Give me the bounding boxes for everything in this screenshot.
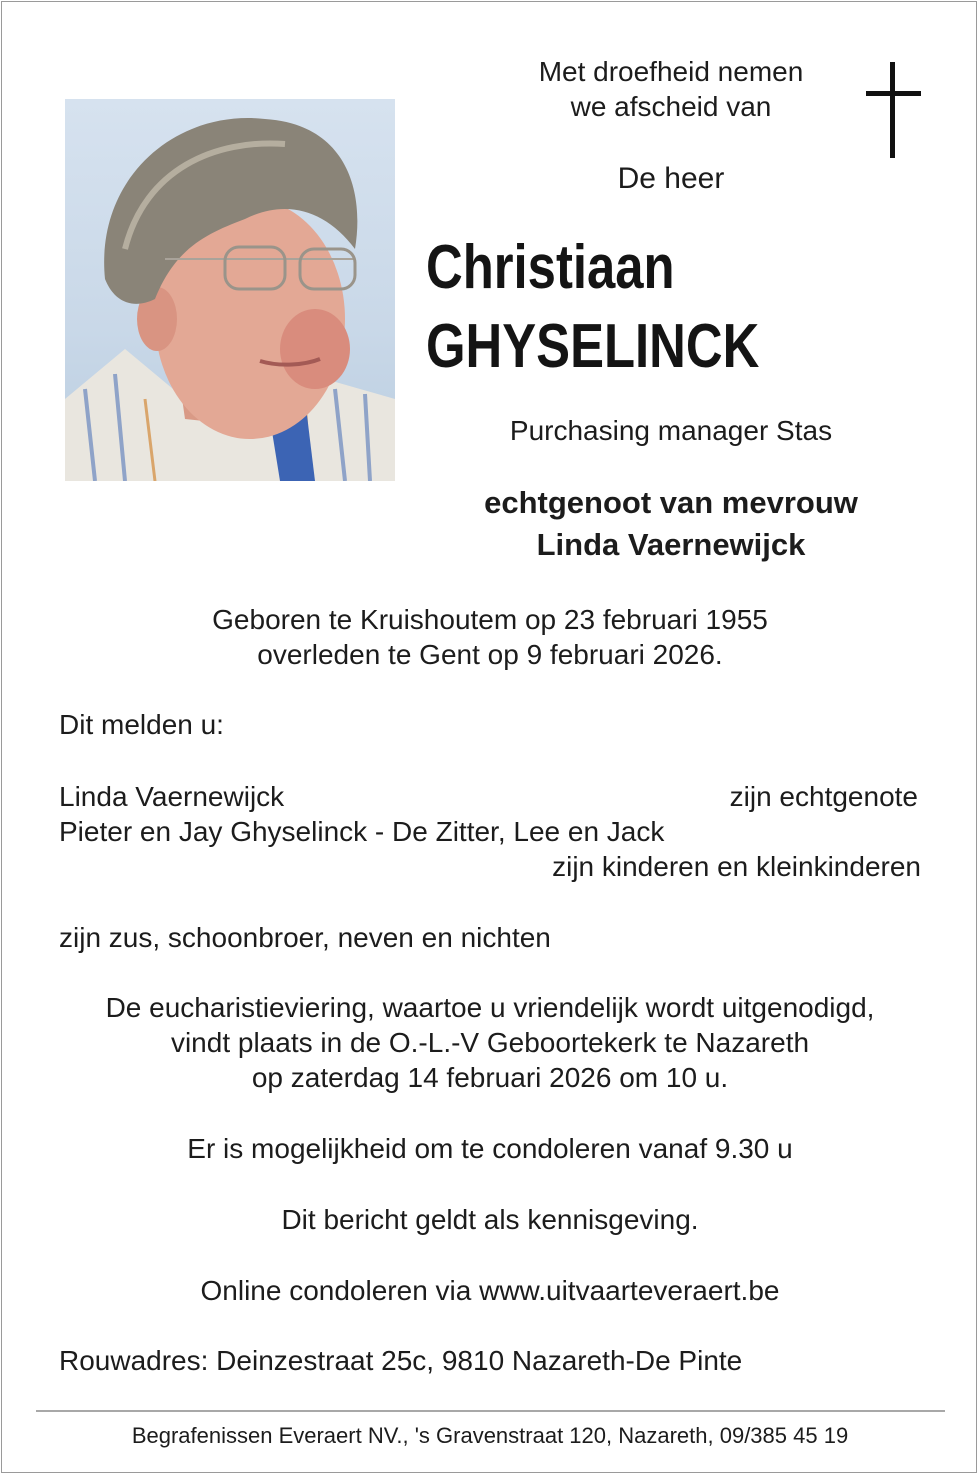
online-condolence-link[interactable]: Online condoleren via www.uitvaarteveraert.be — [200, 1275, 780, 1306]
intro-line-1: Met droefheid nemen — [538, 56, 804, 87]
ceremony-line-2: vindt plaats in de O.-L.-V Geboortekerk te Nazareth — [170, 1027, 810, 1058]
other-relatives: zijn zus, schoonbroer, neven en nichten — [59, 922, 551, 953]
children-relation: zijn kinderen en kleinkinderen — [552, 851, 921, 882]
intro-line-2: we afscheid van — [570, 91, 772, 122]
spouse-line-1: echtgenoot van mevrouw — [484, 485, 858, 520]
notice-line: Dit bericht geldt als kennisgeving. — [281, 1204, 699, 1235]
cross-icon — [890, 62, 895, 158]
deceased-last-name: GHYSELINCK — [426, 312, 760, 381]
died-line: overleden te Gent op 9 februari 2026. — [257, 639, 723, 670]
spouse-relation: zijn echtgenote — [729, 781, 918, 812]
footer-divider — [36, 1410, 945, 1412]
honorific: De heer — [617, 162, 725, 195]
portrait-illustration — [65, 99, 395, 481]
portrait-photo — [65, 99, 395, 481]
born-line: Geboren te Kruishoutem op 23 februari 1955 — [212, 604, 768, 635]
announcers-heading: Dit melden u: — [59, 709, 224, 740]
cross-icon-bar — [866, 91, 921, 96]
ceremony-line-3: op zaterdag 14 februari 2026 om 10 u. — [251, 1062, 729, 1093]
condolence-info: Er is mogelijkheid om te condoleren vanaf 9.30 u — [187, 1133, 793, 1164]
occupation: Purchasing manager Stas — [509, 415, 833, 446]
ceremony-line-1: De eucharistieviering, waartoe u vriendelijk wordt uitgenodigd, — [105, 992, 875, 1023]
spouse-line-2: Linda Vaernewijck — [536, 527, 806, 562]
spouse-name: Linda Vaernewijck — [59, 781, 285, 812]
mourning-address: Rouwadres: Deinzestraat 25c, 9810 Nazareth-De Pinte — [59, 1345, 743, 1376]
funeral-home-footer: Begrafenissen Everaert NV., 's Gravenstraat 120, Nazareth, 09/385 45 19 — [131, 1423, 849, 1448]
children-names: Pieter en Jay Ghyselinck - De Zitter, Lee en Jack — [59, 816, 665, 847]
deceased-first-name: Christiaan — [426, 233, 675, 302]
